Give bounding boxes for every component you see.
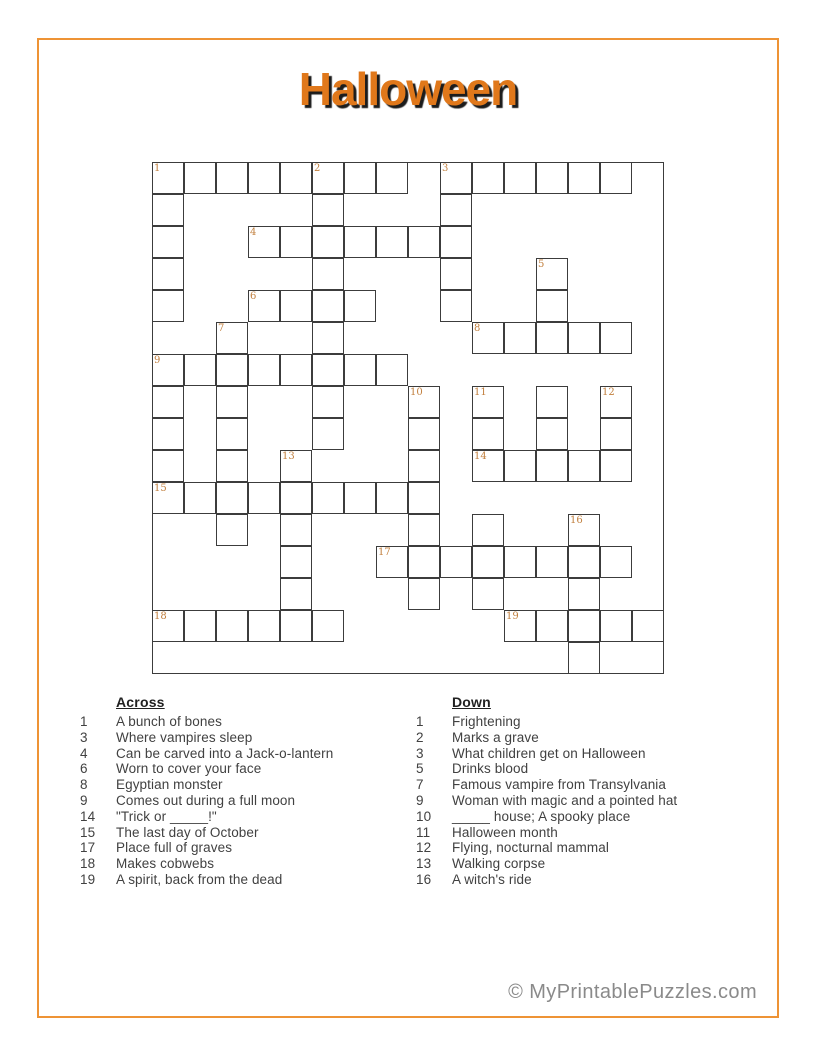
- grid-cell[interactable]: [632, 610, 664, 642]
- grid-cell[interactable]: [152, 418, 184, 450]
- clue-text: Famous vampire from Transylvania: [452, 777, 667, 793]
- grid-cell[interactable]: [280, 482, 312, 514]
- grid-cell[interactable]: [408, 546, 440, 578]
- cell-number: 5: [538, 259, 545, 270]
- clue-row: [416, 872, 746, 888]
- cell-number: 13: [282, 451, 295, 462]
- cell-number: 12: [602, 387, 615, 398]
- grid-cell[interactable]: [344, 354, 376, 386]
- cell-number: 16: [570, 515, 583, 526]
- grid-cell[interactable]: [312, 194, 344, 226]
- grid-cell[interactable]: [472, 546, 504, 578]
- clue-number: 1: [416, 714, 424, 729]
- clue-number: 4: [80, 745, 88, 761]
- clue-row: [80, 777, 410, 793]
- grid-cell[interactable]: [536, 386, 568, 418]
- grid-cell[interactable]: [344, 482, 376, 514]
- clue-text: Halloween month: [452, 824, 558, 840]
- grid-cell[interactable]: [472, 418, 504, 450]
- clue-row: [80, 825, 410, 841]
- grid-cell[interactable]: [248, 482, 280, 514]
- clue-row: [416, 730, 746, 746]
- grid-cell[interactable]: [440, 290, 472, 322]
- grid-cell[interactable]: [216, 418, 248, 450]
- clue-row: [80, 730, 410, 746]
- grid-cell[interactable]: [184, 610, 216, 642]
- grid-cell[interactable]: [600, 162, 632, 194]
- grid-cell[interactable]: [536, 162, 568, 194]
- grid-cell[interactable]: [568, 578, 600, 610]
- grid-cell[interactable]: [248, 610, 280, 642]
- cell-number: 11: [474, 387, 487, 398]
- cell-number: 7: [218, 323, 225, 334]
- clue-text: Can be carved into a Jack-o-lantern: [116, 745, 334, 761]
- grid-cell[interactable]: [376, 162, 408, 194]
- across-clue-list: [80, 714, 410, 888]
- grid-cell[interactable]: [216, 354, 248, 386]
- clue-text: Egyptian monster: [116, 777, 223, 793]
- grid-cell[interactable]: [280, 354, 312, 386]
- grid-cell[interactable]: [216, 514, 248, 546]
- puzzle-title: Halloween: [298, 63, 518, 115]
- grid-cell[interactable]: [280, 578, 312, 610]
- clue-text: A witch's ride: [452, 871, 532, 887]
- grid-cell[interactable]: [184, 354, 216, 386]
- grid-cell[interactable]: [280, 546, 312, 578]
- grid-cell[interactable]: [216, 162, 248, 194]
- grid-cell[interactable]: [248, 354, 280, 386]
- grid-cell[interactable]: [280, 162, 312, 194]
- clue-row: [416, 777, 746, 793]
- cell-number: 19: [506, 611, 519, 622]
- grid-cell[interactable]: [440, 226, 472, 258]
- clue-row: [416, 840, 746, 856]
- clue-number: 12: [416, 840, 432, 856]
- clue-row: [416, 809, 746, 825]
- grid-cell[interactable]: [568, 450, 600, 482]
- clue-number: 18: [80, 856, 96, 872]
- grid-cell[interactable]: [408, 226, 440, 258]
- cell-number: 2: [314, 163, 321, 174]
- cell-number: 17: [378, 547, 391, 558]
- clue-text: What children get on Halloween: [452, 745, 646, 761]
- grid-cell[interactable]: [568, 642, 600, 674]
- cell-number: 6: [250, 291, 257, 302]
- down-clue-list: [416, 714, 746, 888]
- down-heading: Down: [452, 694, 491, 710]
- grid-cell[interactable]: [312, 610, 344, 642]
- cell-number: 3: [442, 163, 449, 174]
- grid-cell[interactable]: [600, 610, 632, 642]
- cell-number: 1: [154, 163, 161, 174]
- grid-cell[interactable]: [408, 418, 440, 450]
- clue-row: [80, 809, 410, 825]
- grid-cell[interactable]: [536, 546, 568, 578]
- clue-number: 1: [80, 714, 88, 729]
- grid-cell[interactable]: [216, 450, 248, 482]
- grid-cell[interactable]: [312, 290, 344, 322]
- clue-text: _____ house; A spooky place: [452, 808, 631, 824]
- grid-cell[interactable]: [376, 226, 408, 258]
- grid-cell[interactable]: [504, 546, 536, 578]
- grid-cell[interactable]: [312, 226, 344, 258]
- grid-cell[interactable]: [536, 290, 568, 322]
- clue-number: 14: [80, 808, 96, 824]
- clue-number: 13: [416, 856, 432, 872]
- grid-cell[interactable]: [152, 450, 184, 482]
- cell-number: 8: [474, 323, 481, 334]
- grid-cell[interactable]: [440, 258, 472, 290]
- clue-text: The last day of October: [116, 824, 259, 840]
- clue-number: 5: [416, 761, 424, 777]
- grid-cell[interactable]: [216, 386, 248, 418]
- grid-cell[interactable]: [184, 482, 216, 514]
- clue-number: 3: [416, 745, 424, 761]
- across-clues-section: [80, 694, 410, 888]
- grid-cell[interactable]: [440, 546, 472, 578]
- grid-cell[interactable]: [312, 258, 344, 290]
- grid-cell[interactable]: [536, 322, 568, 354]
- grid-cell[interactable]: [344, 162, 376, 194]
- clue-text: "Trick or _____!": [116, 808, 217, 824]
- clue-row: [416, 746, 746, 762]
- clue-row: [416, 825, 746, 841]
- clue-number: 7: [416, 777, 424, 793]
- clue-row: [416, 761, 746, 777]
- grid-cell[interactable]: [536, 610, 568, 642]
- cell-number: 14: [474, 451, 487, 462]
- grid-cell[interactable]: [600, 418, 632, 450]
- grid-cell[interactable]: [280, 226, 312, 258]
- down-clues-section: [416, 694, 746, 888]
- grid-cell[interactable]: [600, 322, 632, 354]
- grid-cell[interactable]: [184, 162, 216, 194]
- cell-number: 9: [154, 355, 161, 366]
- grid-cell[interactable]: [216, 482, 248, 514]
- grid-cell[interactable]: [312, 354, 344, 386]
- grid-cell[interactable]: [568, 610, 600, 642]
- clue-text: Comes out during a full moon: [116, 792, 296, 808]
- clue-text: Walking corpse: [452, 856, 546, 872]
- clue-row: [80, 761, 410, 777]
- clue-row: [80, 714, 410, 730]
- clue-row: [416, 793, 746, 809]
- grid-cell[interactable]: [504, 162, 536, 194]
- grid-cell[interactable]: [536, 418, 568, 450]
- clue-number: 3: [80, 729, 88, 745]
- grid-cell[interactable]: [600, 546, 632, 578]
- clue-number: 17: [80, 840, 96, 856]
- crossword-grid: [152, 162, 664, 674]
- grid-cell[interactable]: [152, 290, 184, 322]
- clue-text: Frightening: [452, 714, 521, 729]
- grid-cell[interactable]: [536, 450, 568, 482]
- clue-row: [80, 856, 410, 872]
- copyright-text: © MyPrintablePuzzles.com: [508, 981, 757, 1003]
- clue-row: [80, 872, 410, 888]
- grid-cell[interactable]: [376, 482, 408, 514]
- grid-cell[interactable]: [216, 610, 248, 642]
- grid-cell[interactable]: [344, 226, 376, 258]
- clue-text: Drinks blood: [452, 761, 529, 777]
- grid-cell[interactable]: [472, 578, 504, 610]
- grid-cell[interactable]: [472, 514, 504, 546]
- grid-cell[interactable]: [280, 610, 312, 642]
- grid-cell[interactable]: [280, 290, 312, 322]
- grid-cell[interactable]: [312, 386, 344, 418]
- clue-row: [416, 856, 746, 872]
- cell-number: 15: [154, 483, 167, 494]
- grid-cell[interactable]: [408, 482, 440, 514]
- grid-cell[interactable]: [152, 194, 184, 226]
- clue-row: [80, 793, 410, 809]
- grid-cell[interactable]: [568, 546, 600, 578]
- grid-cell[interactable]: [248, 162, 280, 194]
- clue-text: Where vampires sleep: [116, 729, 253, 745]
- grid-cell[interactable]: [312, 482, 344, 514]
- clue-text: Woman with magic and a pointed hat: [452, 792, 678, 808]
- grid-cell[interactable]: [568, 322, 600, 354]
- clue-number: 10: [416, 808, 432, 824]
- grid-cell[interactable]: [312, 418, 344, 450]
- clue-text: A spirit, back from the dead: [116, 871, 283, 887]
- clue-text: Flying, nocturnal mammal: [452, 840, 609, 856]
- clue-text: Place full of graves: [116, 840, 233, 856]
- grid-cell[interactable]: [280, 514, 312, 546]
- cell-number: 10: [410, 387, 423, 398]
- cell-number: 4: [250, 227, 257, 238]
- clue-number: 8: [80, 777, 88, 793]
- clue-number: 2: [416, 729, 424, 745]
- grid-cell[interactable]: [408, 514, 440, 546]
- grid-cell[interactable]: [376, 354, 408, 386]
- clue-text: Makes cobwebs: [116, 856, 215, 872]
- clue-row: [80, 840, 410, 856]
- grid-cell[interactable]: [600, 450, 632, 482]
- clue-number: 9: [416, 792, 424, 808]
- grid-cell[interactable]: [504, 450, 536, 482]
- grid-cell[interactable]: [440, 194, 472, 226]
- clue-number: 11: [416, 824, 431, 840]
- grid-cell[interactable]: [152, 226, 184, 258]
- grid-cell[interactable]: [504, 322, 536, 354]
- clue-number: 19: [80, 871, 96, 887]
- clue-text: Marks a grave: [452, 729, 539, 745]
- clue-row: [80, 746, 410, 762]
- grid-cell[interactable]: [408, 578, 440, 610]
- across-heading: Across: [116, 694, 165, 710]
- clue-text: Worn to cover your face: [116, 761, 262, 777]
- clue-number: 15: [80, 824, 96, 840]
- grid-cell[interactable]: [152, 386, 184, 418]
- grid-cell[interactable]: [568, 162, 600, 194]
- cell-number: 18: [154, 611, 167, 622]
- clue-row: [416, 714, 746, 730]
- grid-cell[interactable]: [344, 290, 376, 322]
- grid-cell[interactable]: [408, 450, 440, 482]
- clue-number: 9: [80, 792, 88, 808]
- grid-cell[interactable]: [152, 258, 184, 290]
- clue-number: 16: [416, 871, 432, 887]
- clue-number: 6: [80, 761, 88, 777]
- clue-text: A bunch of bones: [116, 714, 222, 729]
- grid-cell[interactable]: [312, 322, 344, 354]
- grid-cell[interactable]: [472, 162, 504, 194]
